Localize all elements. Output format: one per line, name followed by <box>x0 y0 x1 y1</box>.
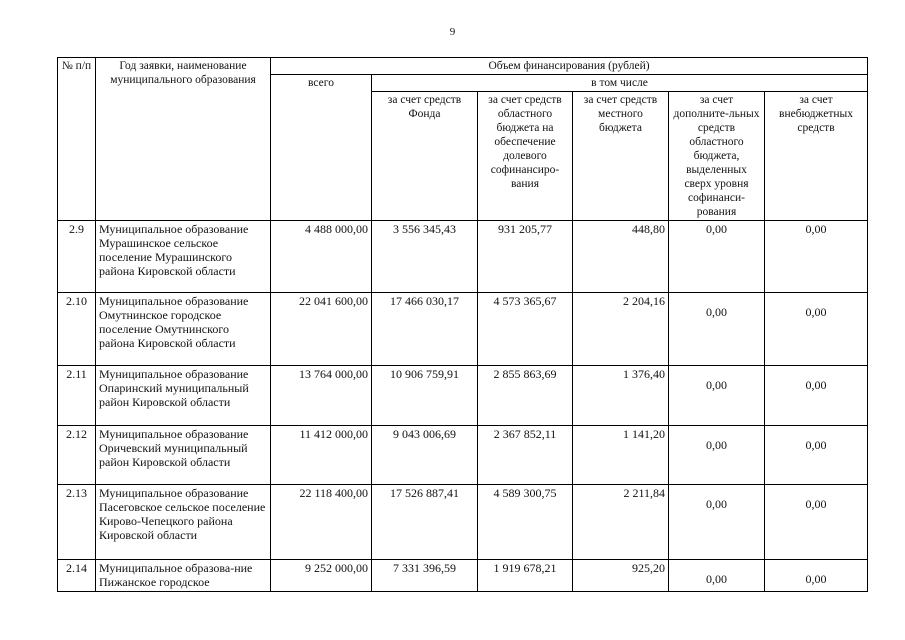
table-row <box>58 426 868 485</box>
row-extrabudget: 0,00 <box>765 366 868 426</box>
header-name: Год заявки, наименование муниципального образования <box>96 58 271 221</box>
row-extrabudget: 0,00 <box>765 221 868 293</box>
page-number: 9 <box>449 26 456 38</box>
row-name: Муниципальное образование Мурашинское сельское поселение Мурашинского района Кировской области <box>96 221 271 293</box>
row-fund: 3 556 345,43 <box>372 221 478 293</box>
header-extrabudget: за счет внебюджетных средств <box>765 92 868 221</box>
row-local: 448,80 <box>573 221 669 293</box>
table-row <box>58 293 868 366</box>
header-local: за счет средств местного бюджета <box>573 92 669 221</box>
row-extrabudget: 0,00 <box>765 293 868 366</box>
row-regional: 4 573 365,67 <box>478 293 573 366</box>
row-extrabudget: 0,00 <box>765 485 868 560</box>
header-including: в том числе <box>372 75 868 92</box>
row-extrabudget: 0,00 <box>765 560 868 592</box>
row-total: 9 252 000,00 <box>271 560 372 592</box>
row-regional: 2 367 852,11 <box>478 426 573 485</box>
header-additional: за счет дополните-льных средств областного бюджета, выделенных сверх уровня софинанси-рования <box>669 92 765 221</box>
row-fund: 17 466 030,17 <box>372 293 478 366</box>
row-total: 11 412 000,00 <box>271 426 372 485</box>
header-fund: за счет средств Фонда <box>372 92 478 221</box>
financing-table <box>57 57 868 592</box>
row-name: Муниципальное образова-ние Пижанское городское <box>96 560 271 592</box>
row-fund: 9 043 006,69 <box>372 426 478 485</box>
row-additional: 0,00 <box>669 485 765 560</box>
row-name: Муниципальное образование Оричевский муниципальный район Кировской области <box>96 426 271 485</box>
row-num: 2.13 <box>58 485 96 560</box>
table-row <box>58 221 868 293</box>
row-name: Муниципальное образование Опаринский муниципальный район Кировской области <box>96 366 271 426</box>
header-total: всего <box>271 75 372 221</box>
row-num: 2.9 <box>58 221 96 293</box>
table-row <box>58 485 868 560</box>
table-row <box>58 366 868 426</box>
row-additional: 0,00 <box>669 426 765 485</box>
row-fund: 10 906 759,91 <box>372 366 478 426</box>
row-fund: 7 331 396,59 <box>372 560 478 592</box>
row-total: 22 041 600,00 <box>271 293 372 366</box>
row-num: 2.14 <box>58 560 96 592</box>
row-name: Муниципальное образование Пасеговское сельское поселение Кирово-Чепецкого района Кировской области <box>96 485 271 560</box>
row-additional: 0,00 <box>669 560 765 592</box>
row-additional: 0,00 <box>669 366 765 426</box>
row-local: 2 211,84 <box>573 485 669 560</box>
row-total: 13 764 000,00 <box>271 366 372 426</box>
row-regional: 2 855 863,69 <box>478 366 573 426</box>
row-local: 2 204,16 <box>573 293 669 366</box>
row-regional: 4 589 300,75 <box>478 485 573 560</box>
row-local: 1 376,40 <box>573 366 669 426</box>
row-local: 1 141,20 <box>573 426 669 485</box>
row-local: 925,20 <box>573 560 669 592</box>
row-total: 4 488 000,00 <box>271 221 372 293</box>
row-total: 22 118 400,00 <box>271 485 372 560</box>
header-regional: за счет средств областного бюджета на обеспечение долевого софинансиро-вания <box>478 92 573 221</box>
row-num: 2.12 <box>58 426 96 485</box>
row-additional: 0,00 <box>669 221 765 293</box>
row-num: 2.11 <box>58 366 96 426</box>
header-num: № п/п <box>58 58 96 221</box>
row-extrabudget: 0,00 <box>765 426 868 485</box>
row-additional: 0,00 <box>669 293 765 366</box>
table-row <box>58 560 868 592</box>
row-fund: 17 526 887,41 <box>372 485 478 560</box>
row-name: Муниципальное образование Омутнинское городское поселение Омутнинского района Кировской области <box>96 293 271 366</box>
row-regional: 931 205,77 <box>478 221 573 293</box>
row-num: 2.10 <box>58 293 96 366</box>
row-regional: 1 919 678,21 <box>478 560 573 592</box>
header-volume: Объем финансирования (рублей) <box>271 58 868 75</box>
